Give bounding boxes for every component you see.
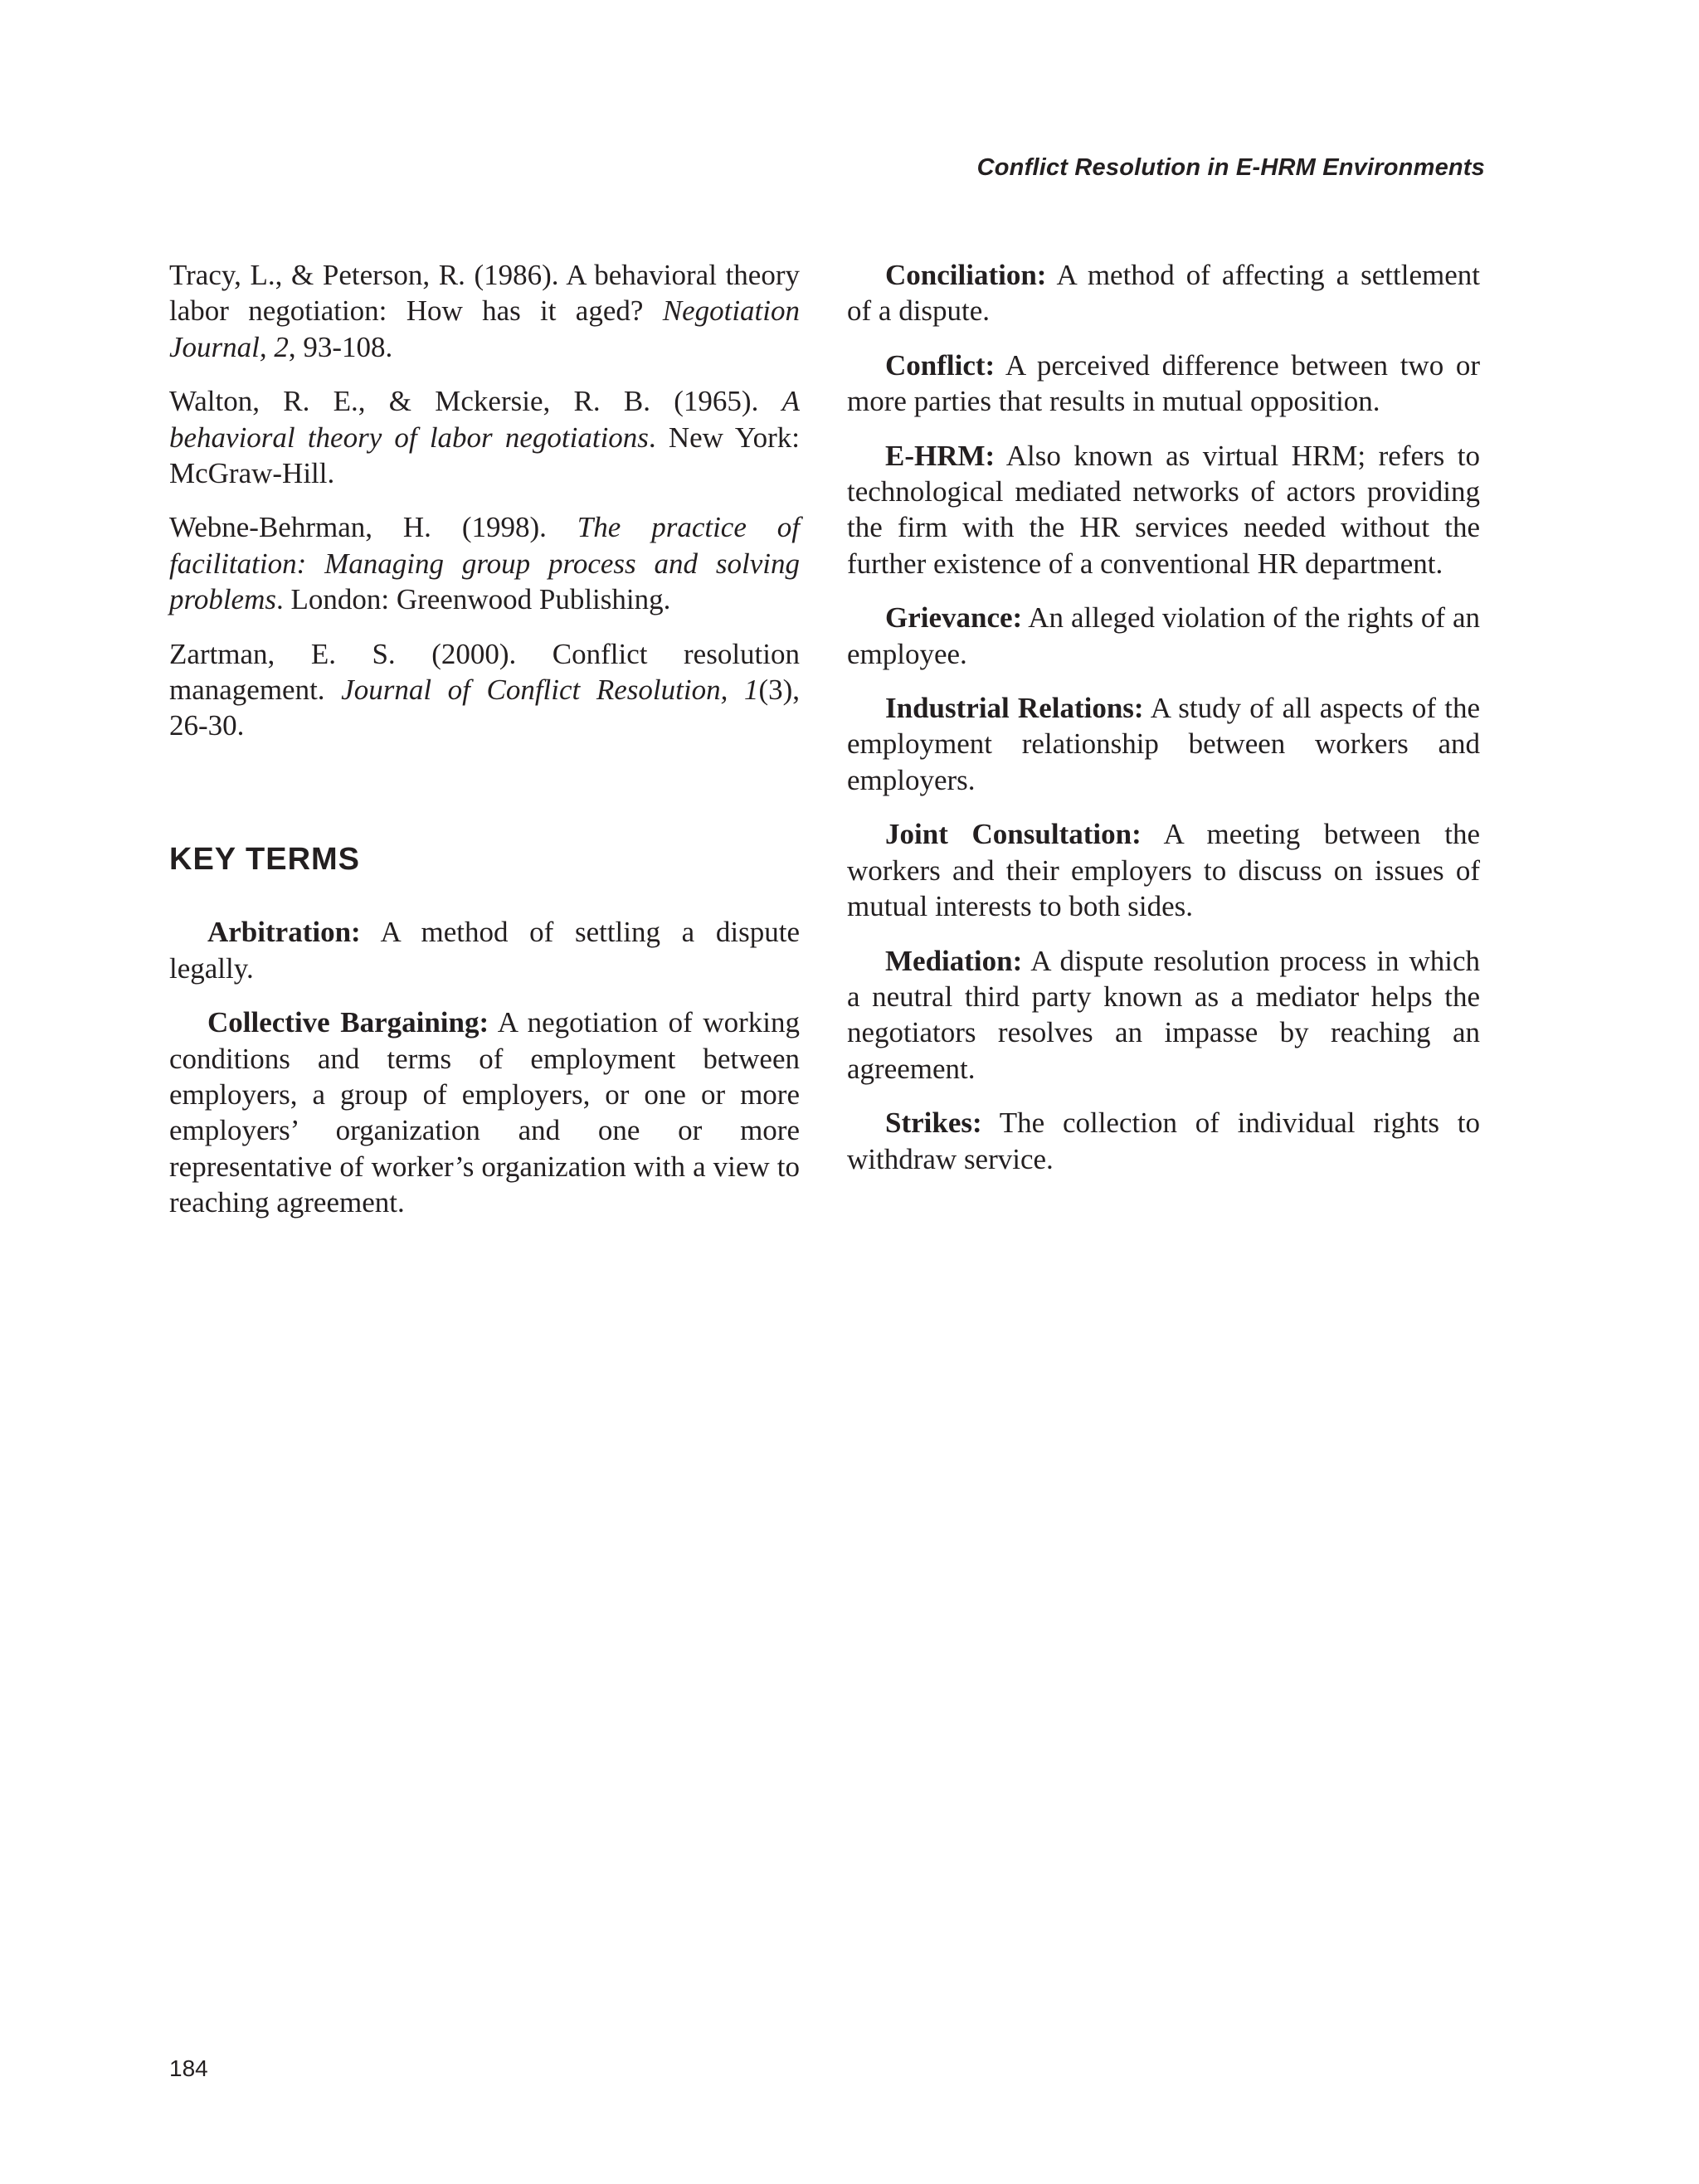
key-term-entry — [847, 816, 1480, 924]
reference-entry: Tracy, L., & Peterson, R. (1986). A behavioral theory labor negotiation: How has it aged? Negotiation Journal, 2, 93-108. — [169, 259, 800, 363]
key-term-entry — [847, 690, 1480, 798]
key-term-name: Collective Bargaining: — [207, 1006, 489, 1039]
key-term-definition: A method of affecting a settlement of a dispute. — [847, 259, 1480, 328]
key-term-definition: An alleged violation of the rights of an employee. — [847, 601, 1480, 670]
key-term-name: Arbitration: — [207, 916, 361, 949]
key-term-entry — [847, 438, 1480, 582]
key-term-entry — [169, 1004, 800, 1220]
reference-entry: Walton, R. E., & Mckersie, R. B. (1965). A behavioral theory of labor negotiations. New York: McGraw-Hill. — [169, 385, 800, 490]
key-term-name: Conflict: — [885, 348, 996, 382]
key-term-definition: The collection of individual rights to withdraw service. — [847, 1107, 1480, 1175]
section-heading-key-terms: KEY TERMS — [169, 841, 361, 877]
key-term-definition: A dispute resolution process in which a neutral third party known as a mediator helps the negotiators resolves an impasse by reaching an agreement. — [847, 944, 1480, 1085]
reference-entry: Zartman, E. S. (2000). Conflict resolution management. Journal of Conflict Resolution, 1(3), 26-30. — [169, 637, 800, 742]
key-term-entry — [847, 1105, 1480, 1177]
key-term-name: Industrial Relations: — [885, 692, 1144, 725]
key-term-entry — [169, 914, 800, 986]
key-term-entry — [847, 257, 1480, 329]
right-column — [847, 257, 1480, 1195]
page-number: 184 — [169, 2055, 208, 2081]
left-column — [169, 257, 800, 1239]
key-term-definition: A perceived difference between two or more parties that results in mutual opposition. — [847, 348, 1480, 418]
key-term-definition: A method of settling a dispute legally. — [169, 916, 800, 985]
key-term-name: E-HRM: — [885, 439, 996, 472]
key-term-name: Conciliation: — [885, 259, 1047, 291]
key-term-definition: A negotiation of working conditions and terms of employment between employers, a group of employers, or one or more employers’ organization and one or more representative of worker’s organization with a view to reaching agreement. — [169, 1006, 800, 1219]
key-term-name: Joint Consultation: — [885, 818, 1142, 851]
key-term-name: Strikes: — [885, 1107, 982, 1140]
key-term-definition: A study of all aspects of the employment relationship between workers and employers. — [847, 692, 1480, 796]
key-term-entry — [847, 348, 1480, 420]
key-term-name: Grievance: — [885, 601, 1023, 635]
key-term-name: Mediation: — [885, 944, 1023, 977]
key-term-definition: Also known as virtual HRM; refers to technological mediated networks of actors providing the firm with the HR services needed without the further existence of a conventional HR department. — [847, 439, 1480, 580]
key-term-entry — [847, 600, 1480, 672]
key-term-entry — [847, 943, 1480, 1087]
key-term-definition: A meeting between the workers and their employers to discuss on issues of mutual interests to both sides. — [847, 818, 1480, 923]
reference-entry: Webne-Behrman, H. (1998). The practice of facilitation: Managing group process and solving problems. London: Greenwood Publishing. — [169, 511, 800, 616]
running-head: Conflict Resolution in E-HRM Environments — [976, 154, 1485, 181]
